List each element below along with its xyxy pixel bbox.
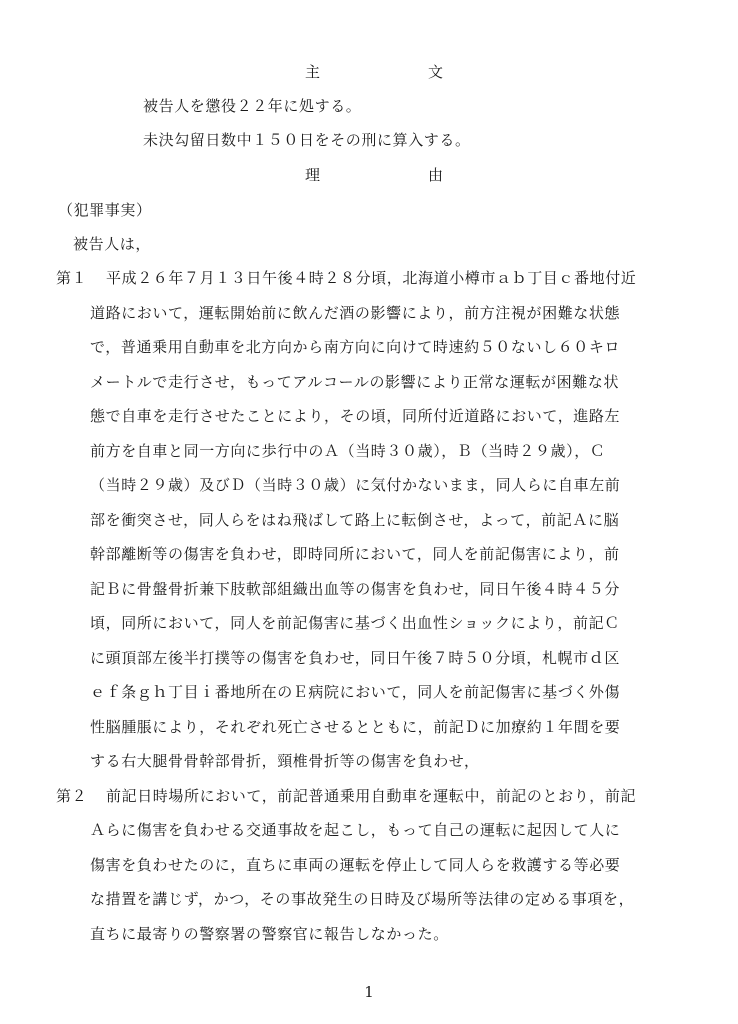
item-2-line: 傷害を負わせたのに，直ちに車両の運転を停止して同人らを救護する等必要 bbox=[90, 856, 621, 874]
item-1-line: 記Ｂに骨盤骨折兼下肢軟部組織出血等の傷害を負わせ，同日午後４時４５分 bbox=[90, 580, 620, 598]
item-1-line: する右大腿骨骨幹部骨折，頸椎骨折等の傷害を負わせ， bbox=[90, 752, 480, 770]
judgment-sentence: 被告人を懲役２２年に処する。 bbox=[143, 97, 362, 115]
item-2-line: な措置を講じず，かつ，その事故発生の日時及び場所等法律の定める事項を， bbox=[90, 890, 635, 908]
page-number: 1 bbox=[364, 983, 374, 1001]
item-1-line: に頭頂部左後半打撲等の傷害を負わせ，同日午後７時５０分頃，札幌市ｄ区 bbox=[90, 649, 620, 667]
section-label: （犯罪事実） bbox=[58, 201, 152, 219]
item-1-number: 第１ bbox=[56, 269, 88, 287]
item-1-line: （当時２９歳）及びＤ（当時３０歳）に気付かないまま，同人らに自車左前 bbox=[90, 476, 621, 494]
item-1-line: 性脳腫脹により，それぞれ死亡させるとともに，前記Ｄに加療約１年間を要 bbox=[90, 718, 621, 736]
facts-intro: 被告人は， bbox=[73, 235, 152, 253]
item-1-line: ｅｆ条ｇｈ丁目ｉ番地所在のＥ病院において，同人を前記傷害に基づく外傷 bbox=[90, 683, 621, 701]
item-1-line: 道路において，運転開始前に飲んだ酒の影響により，前方注視が困難な状態 bbox=[90, 304, 621, 322]
item-1-line: 前方を自車と同一方向に歩行中のＡ（当時３０歳），Ｂ（当時２９歳），Ｃ bbox=[90, 442, 606, 460]
heading-shubun-left: 主 bbox=[305, 63, 321, 81]
item-1-line: 頃，同所において，同人を前記傷害に基づく出血性ショックにより，前記Ｃ bbox=[90, 614, 620, 632]
item-2-line: 前記日時場所において，前記普通乗用自動車を運転中，前記のとおり，前記 bbox=[106, 787, 637, 805]
item-2-line: 直ちに最寄りの警察署の警察官に報告しなかった。 bbox=[90, 925, 449, 943]
heading-riyu-left: 理 bbox=[305, 166, 321, 184]
item-1-line: 部を衝突させ，同人らをはね飛ばして路上に転倒させ，よって，前記Ａに脳 bbox=[90, 511, 620, 529]
heading-shubun-right: 文 bbox=[428, 63, 444, 81]
heading-riyu-right: 由 bbox=[428, 166, 444, 184]
item-2-number: 第２ bbox=[56, 787, 88, 805]
item-1-line: 幹部離断等の傷害を負わせ，即時同所において，同人を前記傷害により，前 bbox=[90, 545, 620, 563]
judgment-detention-credit: 未決勾留日数中１５０日をその刑に算入する。 bbox=[143, 131, 471, 149]
item-1-line: 態で自車を走行させたことにより，その頃，同所付近道路において，進路左 bbox=[90, 407, 621, 425]
item-1-line: メートルで走行させ，もってアルコールの影響により正常な運転が困難な状 bbox=[90, 373, 620, 391]
item-2-line: Ａらに傷害を負わせる交通事故を起こし，もって自己の運転に起因して人に bbox=[90, 821, 621, 839]
item-1-line: で，普通乗用自動車を北方向から南方向に向けて時速約５０ないし６０キロ bbox=[90, 338, 621, 356]
item-1-line: 平成２６年７月１３日午後４時２８分頃，北海道小樽市ａｂ丁目ｃ番地付近 bbox=[106, 269, 637, 287]
